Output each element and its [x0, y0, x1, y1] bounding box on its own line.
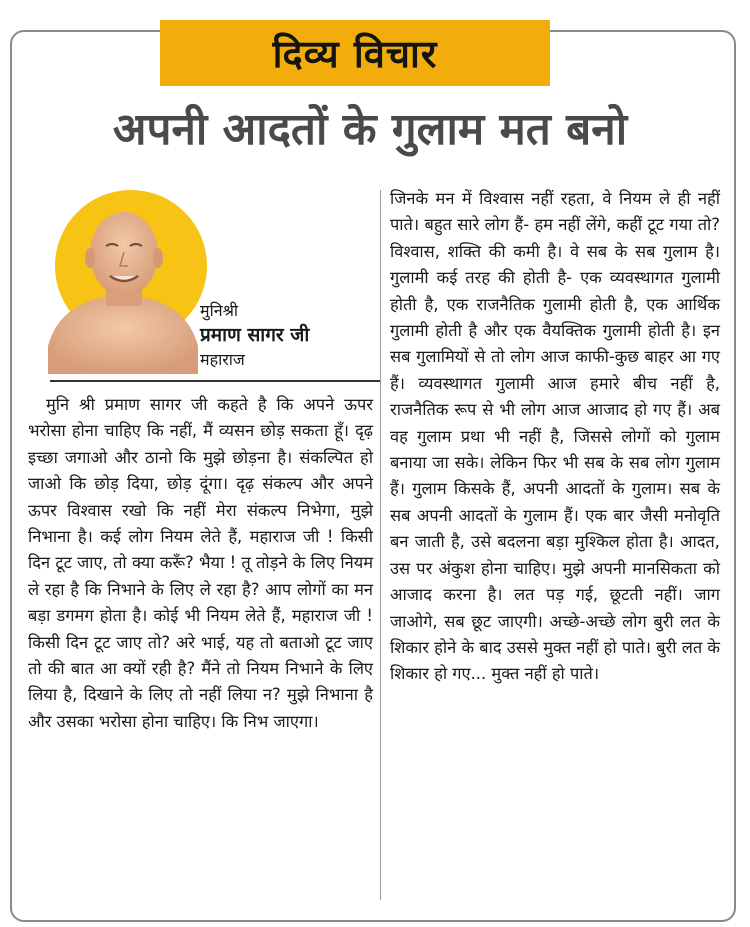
byline-name: प्रमाण सागर जी	[200, 324, 310, 346]
article-column-left: मुनि श्री प्रमाण सागर जी कहते है कि अपने ऊपर भरोसा होना चाहिए कि नहीं, मैं व्यसन छोड़ सकता हूँ। दृढ़ इच्छा जगाओ और ठानो कि मुझे छोड़ना है। संकल्पित हो जाओ कि छोड़ दिया, छोड़ दूंगा। दृढ़ संकल्प और अपने ऊपर विश्वास रखो कि नहीं मेरा संकल्प निभेगा, मुझे निभाना है। कई लोग नियम लेते हैं, महाराज जी ! किसी दिन टूट जाए, तो क्या करूँ? भैया ! तू तोड़ने के लिए नियम ले रहा है कि निभाने के लिए ले रहा है? आप लोगों का मन बड़ा डगमग होता है। कोई भी नियम लेते हैं, महाराज जी ! किसी दिन टूट जाए तो? अरे भाई, यह तो बताओ टूट जाए तो की बात आ क्यों रही है? मैंने तो नियम निभाने के लिए लिया है, दिखाने के लिए तो नहीं लिया न? मुझे निभाना है और उसका भरोसा होना चाहिए। कि निभ जाएगा।	[28, 395, 373, 731]
byline-divider	[50, 380, 380, 382]
author-portrait	[48, 196, 198, 374]
article-column-right: जिनके मन में विश्वास नहीं रहता, वे नियम ले ही नहीं पाते। बहुत सारे लोग हैं- हम नहीं लेंगे, कहीं टूट गया तो? विश्वास, शक्ति की कमी है। वे सब के सब गुलाम है। गुलामी कई तरह की होती है- एक व्यवस्थागत गुलामी होती है, एक राजनैतिक गुलामी होती है, एक आर्थिक गुलामी होती है और एक वैयक्तिक गुलामी होती है। इन सब गुलामियों से तो लोग आज काफी-कुछ बाहर आ गए हैं। व्यवस्थागत गुलामी आज हमारे बीच नहीं है, राजनैतिक रूप से भी लोग आज आजाद हो गए हैं। अब वह गुलाम प्रथा भी नहीं है, जिससे लोगों को गुलाम बनाया जा सके। लेकिन फिर भी सब के सब लोग गुलाम हैं। गुलाम किसके हैं, अपनी आदतों के गुलाम। सब के सब अपनी आदतों के गुलाम हैं। एक बार जैसी मनोवृति बन जाती है, उसे बदलना बड़ा मुश्किल होता है। आदत, उस पर अंकुश होना चाहिए। मुझे अपनी मानसिकता को आजाद करना है। लत पड़ गई, छूटती नहीं। जाग जाओगे, सब छूट जाएगी। अच्छे-अच्छे लोग बुरी लत के शिकार होने के बाद उससे मुक्त नहीं हो पाते। बुरी लत के शिकार हो गए... मुक्त नहीं हो पाते।	[390, 189, 720, 684]
column-divider	[380, 190, 381, 900]
author-byline	[200, 300, 380, 372]
byline-honorific: महाराज	[200, 350, 245, 369]
section-banner	[160, 20, 550, 86]
byline-title: मुनिश्री	[200, 301, 239, 320]
banner-title: दिव्य विचार	[272, 32, 438, 76]
article-headline: अपनी आदतों के गुलाम मत बनो	[112, 104, 628, 155]
